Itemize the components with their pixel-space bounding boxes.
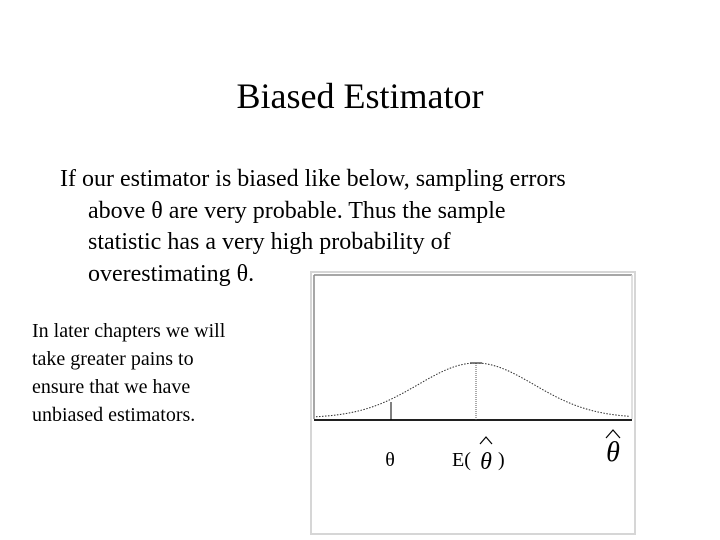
expectation-open-label: E( <box>452 449 471 471</box>
side-note-line-3: ensure that we have <box>32 376 191 398</box>
side-note-line-2: take greater pains to <box>32 348 194 370</box>
side-note-line-1: In later chapters we will <box>32 320 226 342</box>
body-line-4: overestimating θ. <box>88 260 255 287</box>
body-line-1: If our estimator is biased like below, sampling errors <box>60 166 566 192</box>
theta-label: θ <box>385 449 395 471</box>
slide-title: Biased Estimator <box>236 76 484 116</box>
theta-hat-in-expectation-label: θ <box>480 449 492 475</box>
body-line-3: statistic has a very high probability of <box>88 229 451 255</box>
distribution-diagram <box>310 271 636 535</box>
estimator-label: θ <box>606 437 620 468</box>
sampling-distribution-figure <box>310 271 636 535</box>
body-line-2: above θ are very probable. Thus the sample <box>88 197 506 224</box>
expectation-close-label: ) <box>498 449 505 471</box>
side-note-line-4: unbiased estimators. <box>32 404 196 426</box>
side-note <box>32 317 272 429</box>
figure-frame <box>311 272 635 534</box>
